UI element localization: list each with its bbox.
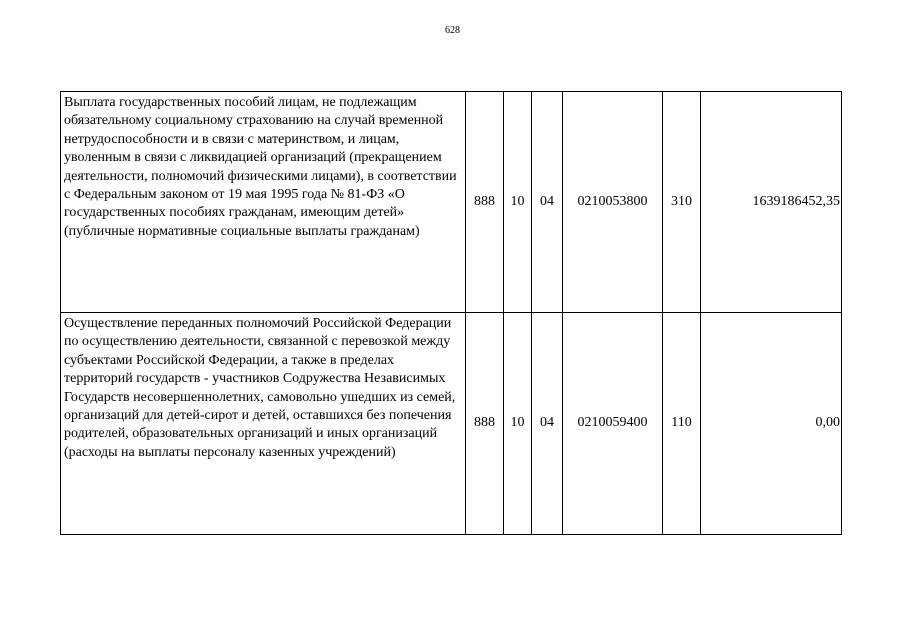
table-row (61, 313, 842, 535)
target-article-code: 0210053800 (563, 92, 663, 313)
subsection-code: 04 (532, 92, 563, 313)
section-code: 10 (504, 313, 532, 535)
ministry-code: 888 (466, 92, 504, 313)
amount: 0,00 (701, 313, 842, 535)
budget-table (60, 91, 842, 535)
subsection-code: 04 (532, 313, 563, 535)
section-code: 10 (504, 92, 532, 313)
amount: 1639186452,35 (701, 92, 842, 313)
ministry-code: 888 (466, 313, 504, 535)
expense-type-code: 110 (663, 313, 701, 535)
expense-type-code: 310 (663, 92, 701, 313)
table-row (61, 92, 842, 313)
row-description: Осуществление переданных полномочий Российской Федерации по осуществлению деятельности, связанной с перевозкой между субъектами Российской Федерации, а также в пределах территорий государств - участников Содружества Независимых Государств несовершеннолетних, самовольно ушедших из семей, организаций для детей-сирот и детей, оставшихся без попечения родителей, образовательных организаций и иных организаций (расходы на выплаты персоналу казенных учреждений) (61, 313, 466, 535)
page-number: 628 (445, 25, 460, 36)
target-article-code: 0210059400 (563, 313, 663, 535)
row-description: Выплата государственных пособий лицам, не подлежащим обязательному социальному страхованию на случай временной нетрудоспособности и в связи с материнством, и лицам, уволенным в связи с ликвидацией организаций (прекращением деятельности, полномочий физическими лицами), в соответствии с Федеральным законом от 19 мая 1995 года № 81-ФЗ «О государственных пособиях гражданам, имеющим детей» (публичные нормативные социальные выплаты гражданам) (61, 92, 466, 313)
